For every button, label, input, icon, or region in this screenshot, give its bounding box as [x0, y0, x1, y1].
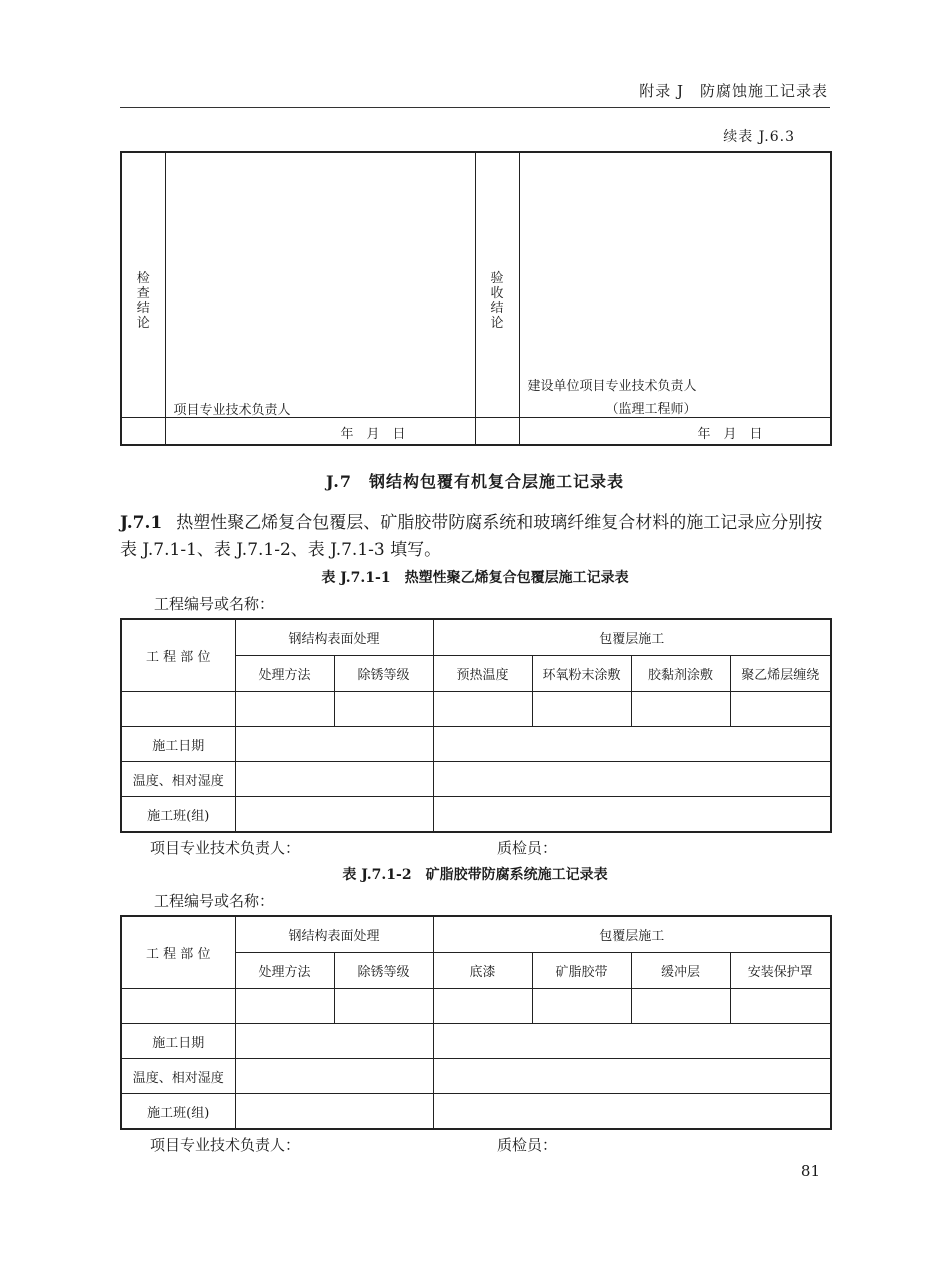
table2-subheader: 除锈等级 — [334, 953, 433, 989]
table2-row — [121, 1024, 831, 1059]
table1-row-label: 温度、相对湿度 — [121, 762, 235, 797]
clause-number: J.7.1 — [120, 513, 163, 533]
check-conclusion-label-cell — [121, 152, 165, 418]
table1-row — [121, 727, 831, 762]
table2-row — [121, 1059, 831, 1094]
acceptance-conclusion-label: 验收结论 — [490, 271, 504, 331]
continued-table-label: 续表 J.6.3 — [723, 129, 795, 145]
table2-subheader: 矿脂胶带 — [532, 953, 631, 989]
table2-col-part: 工 程 部 位 — [121, 916, 235, 989]
table2-group-coating: 包覆层施工 — [433, 916, 831, 953]
table1 — [120, 618, 832, 833]
table2 — [120, 915, 832, 1130]
section-title: J.7 钢结构包覆有机复合层施工记录表 — [325, 472, 625, 491]
table1-row — [121, 762, 831, 797]
table1-sign-qc: 质检员： — [497, 839, 558, 857]
clause-text: 热塑性聚乙烯复合包覆层、矿脂胶带防腐系统和玻璃纤维复合材料的施工记录应分别按表 J.7.1-1、表 J.7.1-2、表 J.7.1-3 填写。 — [120, 513, 823, 560]
check-conclusion-label: 检查结论 — [136, 271, 150, 331]
table1-row — [121, 797, 831, 833]
table1-subheader: 胶黏剂涂敷 — [631, 656, 730, 692]
table2-project-label: 工程编号或名称： — [154, 892, 275, 910]
right-date: 年 月 日 — [697, 427, 763, 442]
table1-col-part: 工 程 部 位 — [121, 619, 235, 692]
acceptance-conclusion-label-cell — [475, 152, 519, 418]
continued-table — [120, 151, 832, 446]
table1-group-surface: 钢结构表面处理 — [235, 619, 433, 656]
table1-subheader: 聚乙烯层缠绕 — [730, 656, 831, 692]
table1-project-label: 工程编号或名称： — [154, 595, 275, 613]
table2-row-label: 施工班(组) — [121, 1094, 235, 1130]
check-conclusion-cell — [165, 152, 475, 418]
table1-subheader: 预热温度 — [433, 656, 532, 692]
table2-subheader: 安装保护罩 — [730, 953, 831, 989]
table1-subheader: 除锈等级 — [334, 656, 433, 692]
acceptance-conclusion-cell — [519, 152, 831, 418]
left-signer: 项目专业技术负责人 — [173, 403, 291, 418]
table1-blank-row — [121, 692, 831, 727]
right-signer-line2: （监理工程师） — [605, 402, 697, 417]
table2-subheader: 底漆 — [433, 953, 532, 989]
table1-sign-tech: 项目专业技术负责人： — [150, 839, 301, 857]
table2-sign-qc: 质检员： — [497, 1136, 558, 1154]
left-date: 年 月 日 — [340, 427, 406, 442]
table2-row-label: 施工日期 — [121, 1024, 235, 1059]
table1-row-label: 施工日期 — [121, 727, 235, 762]
running-header: 附录 J 防腐蚀施工记录表 — [639, 82, 828, 100]
table2-subheader: 处理方法 — [235, 953, 334, 989]
table2-group-surface: 钢结构表面处理 — [235, 916, 433, 953]
table1-subheader: 环氧粉末涂敷 — [532, 656, 631, 692]
table1-row-label: 施工班(组) — [121, 797, 235, 833]
table2-row — [121, 1094, 831, 1130]
clause-paragraph — [120, 510, 832, 564]
table2-sign-tech: 项目专业技术负责人： — [150, 1136, 301, 1154]
table1-subheader: 处理方法 — [235, 656, 334, 692]
table2-caption: 表 J.7.1-2 矿脂胶带防腐系统施工记录表 — [342, 867, 608, 883]
table1-group-coating: 包覆层施工 — [433, 619, 831, 656]
table2-subheader: 缓冲层 — [631, 953, 730, 989]
right-signer-line1: 建设单位项目专业技术负责人 — [527, 379, 697, 394]
table2-blank-row — [121, 989, 831, 1024]
table1-caption: 表 J.7.1-1 热塑性聚乙烯复合包覆层施工记录表 — [321, 570, 629, 586]
table2-row-label: 温度、相对湿度 — [121, 1059, 235, 1094]
header-rule — [120, 107, 830, 108]
page-number: 81 — [800, 1162, 820, 1180]
